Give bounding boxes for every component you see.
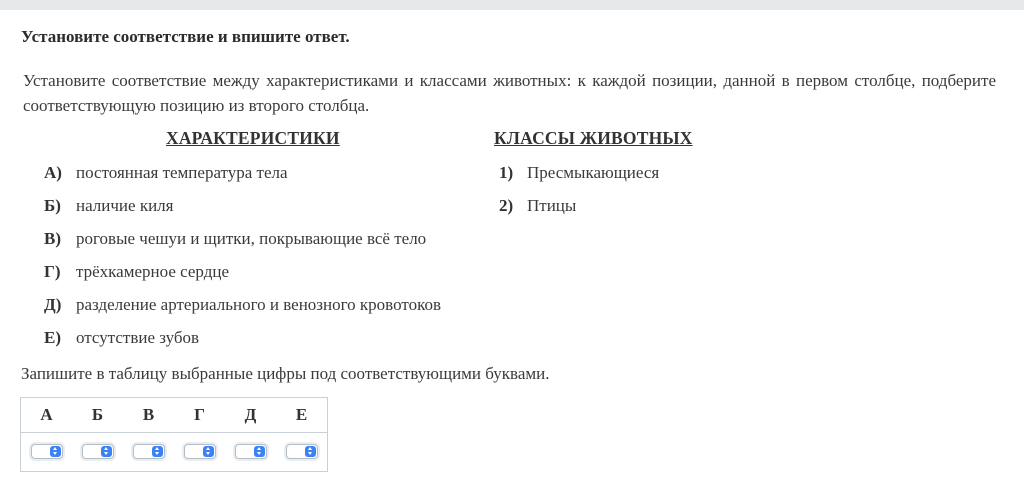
answer-select-d[interactable] [235,444,267,459]
answer-cell [21,433,73,472]
item-label: Б) [44,196,61,215]
task-instructions: Установите соответствие между характеристиками и классами животных: к каждой позиции, данной в первом столбце, подберите соответствующую позицию из второго столбца. [23,71,996,115]
answer-header-row [21,398,328,433]
item-text: Птицы [527,196,577,215]
item-label: 1) [499,163,514,182]
answer-cell [123,433,174,472]
select-arrows-icon [152,446,163,457]
item-text: Пресмыкающиеся [527,163,660,182]
select-arrows-icon [203,446,214,457]
answer-select-e[interactable] [286,444,318,459]
top-bar [0,0,1024,10]
item-label: Г) [44,262,61,281]
answer-column-header: Г [174,398,225,433]
answer-column-header: Б [72,398,123,433]
select-arrows-icon [50,446,61,457]
answer-select-g[interactable] [184,444,216,459]
answer-cell [72,433,123,472]
characteristics-header: ХАРАКТЕРИСТИКИ [166,128,340,148]
answer-select-v[interactable] [133,444,165,459]
task-title: Установите соответствие и впишите ответ. [21,27,350,46]
answer-select-a[interactable] [31,444,63,459]
animal-classes-header: КЛАССЫ ЖИВОТНЫХ [494,128,693,148]
answer-prompt: Запишите в таблицу выбранные цифры под соответствующими буквами. [21,364,550,383]
select-arrows-icon [305,446,316,457]
select-arrows-icon [254,446,265,457]
answer-table [20,397,328,472]
item-label: А) [44,163,62,182]
item-text: наличие киля [76,196,174,215]
item-label: Д) [44,295,62,314]
item-text: разделение артериального и венозного кровотоков [76,295,441,314]
answer-cell [225,433,276,472]
item-label: 2) [499,196,514,215]
answer-column-header: В [123,398,174,433]
select-arrows-icon [101,446,112,457]
item-label: Е) [44,328,61,347]
answer-select-row [21,433,328,472]
answer-cell [174,433,225,472]
answer-column-header: Е [276,398,328,433]
item-text: роговые чешуи и щитки, покрывающие всё тело [76,229,427,248]
item-text: отсутствие зубов [76,328,200,347]
item-text: постоянная температура тела [76,163,288,182]
answer-select-b[interactable] [82,444,114,459]
answer-cell [276,433,328,472]
answer-column-header: Д [225,398,276,433]
answer-column-header: А [21,398,73,433]
item-label: В) [44,229,61,248]
item-text: трёхкамерное сердце [76,262,229,281]
